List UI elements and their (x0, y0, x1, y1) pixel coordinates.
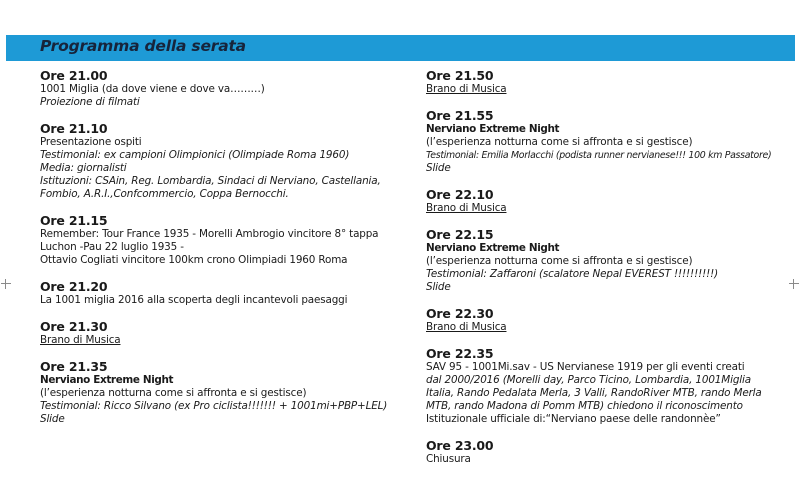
schedule-time: Ore 21.35 (40, 359, 108, 374)
schedule-column-left (40, 68, 390, 438)
schedule-text: Slide (426, 281, 451, 293)
schedule-text: MTB, rando Madona di Pomm MTB) chiedono il riconoscimento (426, 400, 743, 412)
schedule-item (40, 213, 390, 267)
schedule-time: Ore 23.00 (426, 438, 494, 453)
schedule-text: Luchon -Pau 22 luglio 1935 - (40, 241, 184, 253)
schedule-text: Istituzioni: CSAin, Reg. Lombardia, Sindaci di Nerviano, Castellania, (40, 175, 381, 187)
schedule-time: Ore 21.10 (40, 121, 108, 136)
schedule-text: Ottavio Cogliati vincitore 100km crono Olimpiadi 1960 Roma (40, 254, 348, 266)
schedule-time: Ore 22.10 (426, 187, 494, 202)
schedule-item (40, 68, 390, 109)
schedule-text: dal 2000/2016 (Morelli day, Parco Ticino, Lombardia, 1001Miglia (426, 374, 751, 386)
music-link[interactable]: Brano di Musica (40, 334, 121, 346)
schedule-text: Testimonial: Emilia Morlacchi (podista runner nervianese!!! 100 km Passatore) (426, 150, 772, 161)
schedule-time: Ore 21.30 (40, 319, 108, 334)
schedule-text: Testimonial: Ricco Silvano (ex Pro ciclista!!!!!!! + 1001mi+PBP+LEL) (40, 400, 388, 412)
schedule-item (426, 227, 786, 294)
schedule-text: Slide (40, 413, 65, 425)
page-title: Programma della serata (40, 37, 246, 55)
schedule-item (426, 438, 786, 466)
schedule-time: Ore 22.35 (426, 346, 494, 361)
schedule-item (426, 346, 786, 426)
schedule-time: Ore 22.30 (426, 306, 494, 321)
schedule-text: Fombio, A.R.I.,Confcommercio, Coppa Bernocchi. (40, 188, 289, 200)
schedule-time: Ore 21.50 (426, 68, 494, 83)
schedule-text: 1001 Miglia (da dove viene e dove va………) (40, 83, 265, 95)
schedule-text: La 1001 miglia 2016 alla scoperta degli incantevoli paesaggi (40, 294, 348, 306)
schedule-text: Remember: Tour France 1935 - Morelli Ambrogio vincitore 8° tappa (40, 228, 379, 240)
schedule-time: Ore 21.00 (40, 68, 108, 83)
schedule-time: Ore 21.15 (40, 213, 108, 228)
schedule-text: Italia, Rando Pedalata Merla, 3 Valli, RandoRiver MTB, rando Merla (426, 387, 762, 399)
schedule-text: Testimonial: Zaffaroni (scalatore Nepal EVEREST !!!!!!!!!!) (426, 268, 719, 280)
header-bar (6, 35, 795, 61)
schedule-item (426, 187, 786, 215)
schedule-text: Proiezione di filmati (40, 96, 140, 108)
schedule-text: Nerviano Extreme Night (426, 242, 560, 254)
schedule-text: SAV 95 - 1001Mi.sav - US Nervianese 1919 per gli eventi creati (426, 361, 745, 373)
schedule-time: Ore 22.15 (426, 227, 494, 242)
schedule-text: Istituzionale ufficiale di:“Nerviano paese delle randonnèe” (426, 413, 721, 425)
schedule-item (40, 121, 390, 201)
schedule-text: Nerviano Extreme Night (40, 374, 174, 386)
music-link[interactable]: Brano di Musica (426, 202, 507, 214)
schedule-text: Media: giornalisti (40, 162, 127, 174)
schedule-time: Ore 21.55 (426, 108, 494, 123)
schedule-text: (l’esperienza notturna come si affronta e si gestisce) (426, 255, 693, 267)
schedule-text: (l’esperienza notturna come si affronta e si gestisce) (40, 387, 307, 399)
schedule-item (40, 359, 390, 426)
schedule-item (426, 306, 786, 334)
schedule-text: Presentazione ospiti (40, 136, 142, 148)
crop-mark-left (1, 279, 11, 289)
schedule-column-right (426, 68, 786, 478)
schedule-text: Nerviano Extreme Night (426, 123, 560, 135)
schedule-text: (l’esperienza notturna come si affronta e si gestisce) (426, 136, 693, 148)
schedule-text: Testimonial: ex campioni Olimpionici (Olimpiade Roma 1960) (40, 149, 350, 161)
music-link[interactable]: Brano di Musica (426, 321, 507, 333)
schedule-text: Slide (426, 162, 451, 174)
schedule-item (426, 68, 786, 96)
schedule-item (426, 108, 786, 175)
crop-mark-right (789, 279, 799, 289)
schedule-time: Ore 21.20 (40, 279, 108, 294)
schedule-text: Chiusura (426, 453, 471, 465)
music-link[interactable]: Brano di Musica (426, 83, 507, 95)
schedule-item (40, 279, 390, 307)
schedule-item (40, 319, 390, 347)
